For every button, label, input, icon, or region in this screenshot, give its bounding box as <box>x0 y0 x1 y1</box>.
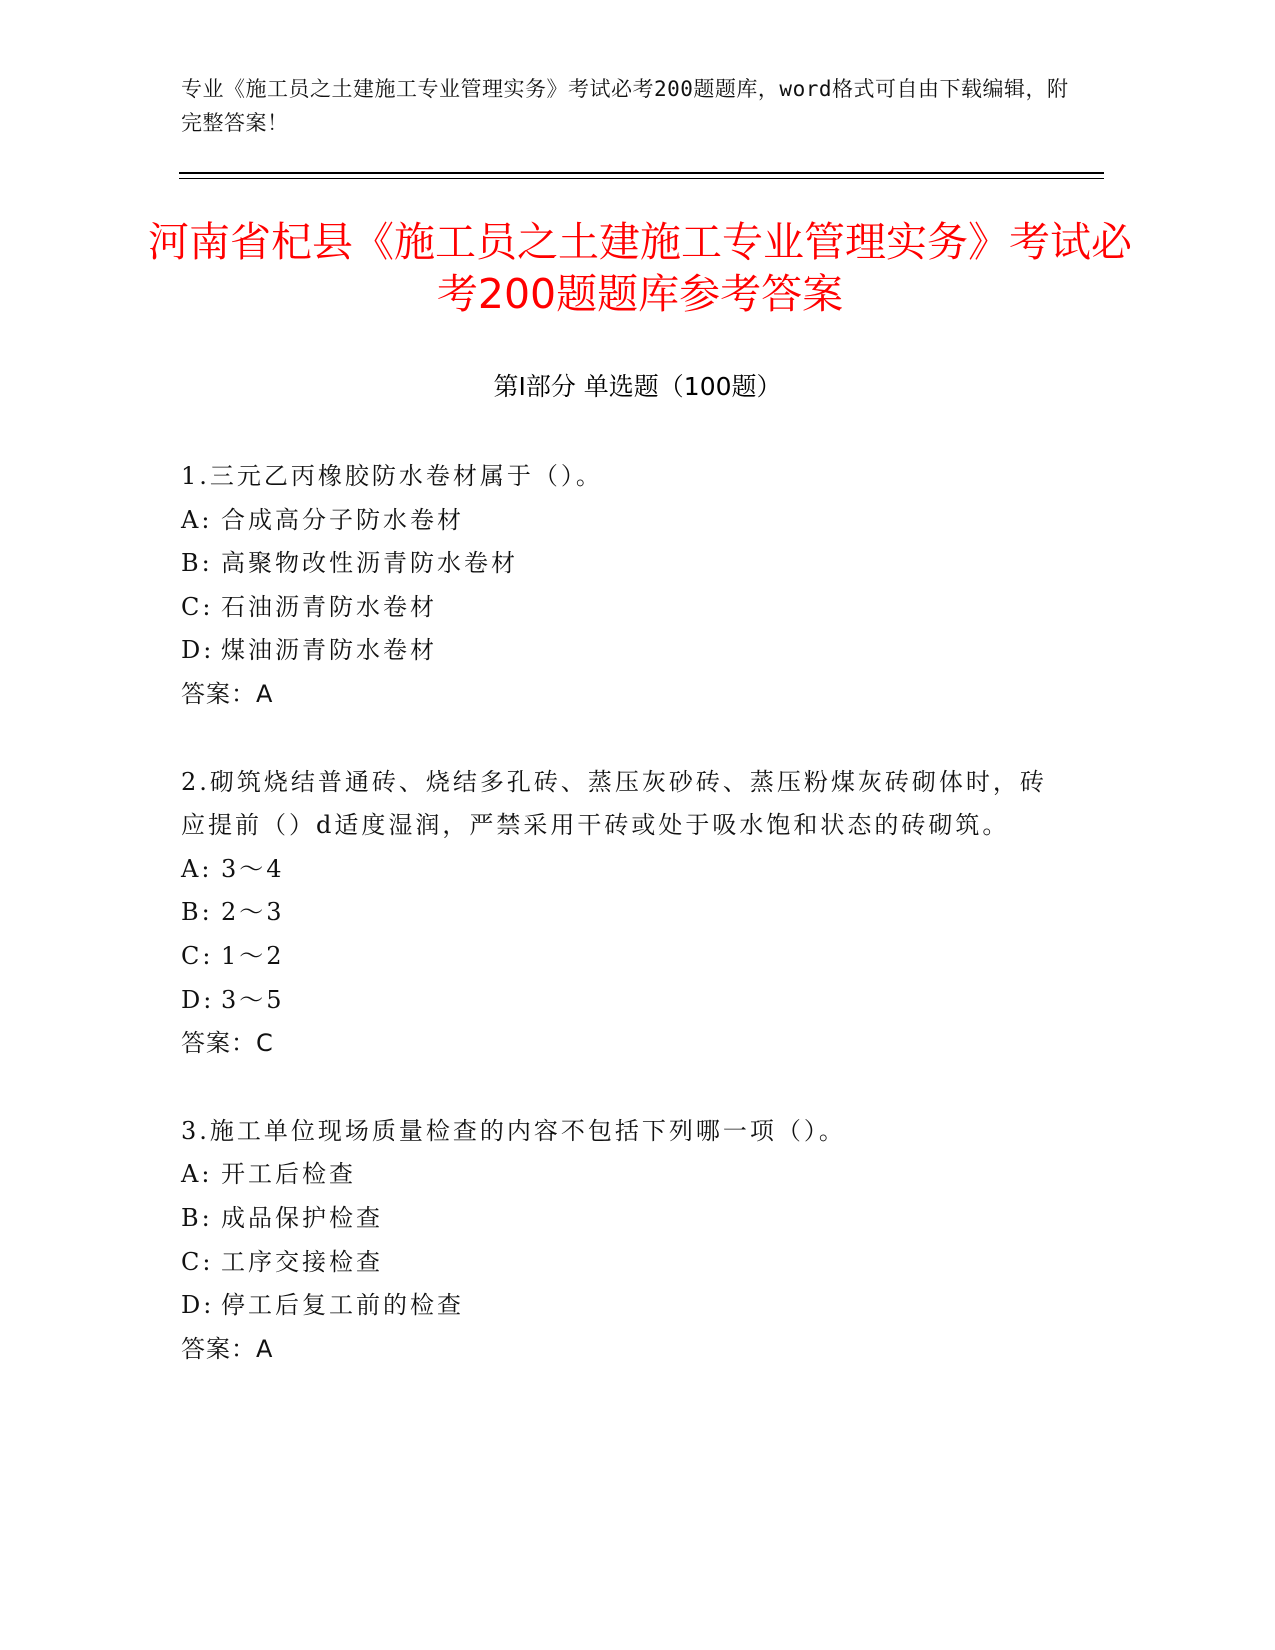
option-key: B: <box>181 549 213 578</box>
document-title: 河南省杞县《施工员之土建施工专业管理实务》考试必考200题题库参考答案 <box>148 218 1132 318</box>
question-3 <box>181 1110 1061 1372</box>
option-text: 1～2 <box>221 941 285 970</box>
question-2 <box>181 761 1061 1066</box>
option-c <box>181 1241 1061 1285</box>
option-text: 合成高分子防水卷材 <box>221 505 464 534</box>
question-stem: 2.砌筑烧结普通砖、烧结多孔砖、蒸压灰砂砖、蒸压粉煤灰砖砌体时，砖应提前（）d适度湿润，严禁采用干砖或处于吸水饱和状态的砖砌筑。 <box>181 767 1047 840</box>
section-title: 第Ⅰ部分 单选题（100题） <box>493 372 782 401</box>
option-key: D: <box>181 985 215 1014</box>
answer: 答案：A <box>181 679 274 708</box>
question-list <box>181 455 1061 1415</box>
option-key: C: <box>181 592 214 621</box>
option-key: C: <box>181 941 214 970</box>
option-key: A: <box>181 854 213 883</box>
option-text: 工序交接检查 <box>221 1247 383 1276</box>
header-divider-thick <box>179 172 1104 174</box>
option-d <box>181 629 1061 673</box>
option-a <box>181 848 1061 892</box>
option-d <box>181 1284 1061 1328</box>
option-a <box>181 1153 1061 1197</box>
question-1 <box>181 455 1061 717</box>
header-divider-thin <box>179 178 1104 179</box>
option-text: 石油沥青防水卷材 <box>221 592 437 621</box>
option-c <box>181 935 1061 979</box>
question-stem: 3.施工单位现场质量检查的内容不包括下列哪一项（）。 <box>181 1116 846 1145</box>
option-key: A: <box>181 1160 213 1189</box>
option-key: D: <box>181 636 215 665</box>
answer: 答案：C <box>181 1029 274 1058</box>
option-text: 煤油沥青防水卷材 <box>221 636 437 665</box>
option-key: A: <box>181 505 213 534</box>
option-text: 成品保护检查 <box>221 1203 383 1232</box>
option-d <box>181 979 1061 1023</box>
option-b <box>181 1197 1061 1241</box>
option-key: B: <box>181 898 213 927</box>
option-b <box>181 542 1061 586</box>
header-note: 专业《施工员之土建施工专业管理实务》考试必考200题题库，word格式可自由下载编辑，附完整答案！ <box>181 77 1069 135</box>
option-b <box>181 891 1061 935</box>
option-key: B: <box>181 1203 213 1232</box>
option-text: 2～3 <box>221 898 285 927</box>
option-c <box>181 586 1061 630</box>
answer: 答案：A <box>181 1334 274 1363</box>
option-text: 开工后检查 <box>221 1160 356 1189</box>
option-key: C: <box>181 1247 214 1276</box>
option-a <box>181 499 1061 543</box>
option-text: 3～5 <box>221 985 285 1014</box>
option-text: 3～4 <box>221 854 285 883</box>
question-stem: 1.三元乙丙橡胶防水卷材属于（）。 <box>181 462 603 490</box>
option-key: D: <box>181 1291 215 1320</box>
option-text: 高聚物改性沥青防水卷材 <box>221 549 518 578</box>
option-text: 停工后复工前的检查 <box>221 1291 464 1320</box>
